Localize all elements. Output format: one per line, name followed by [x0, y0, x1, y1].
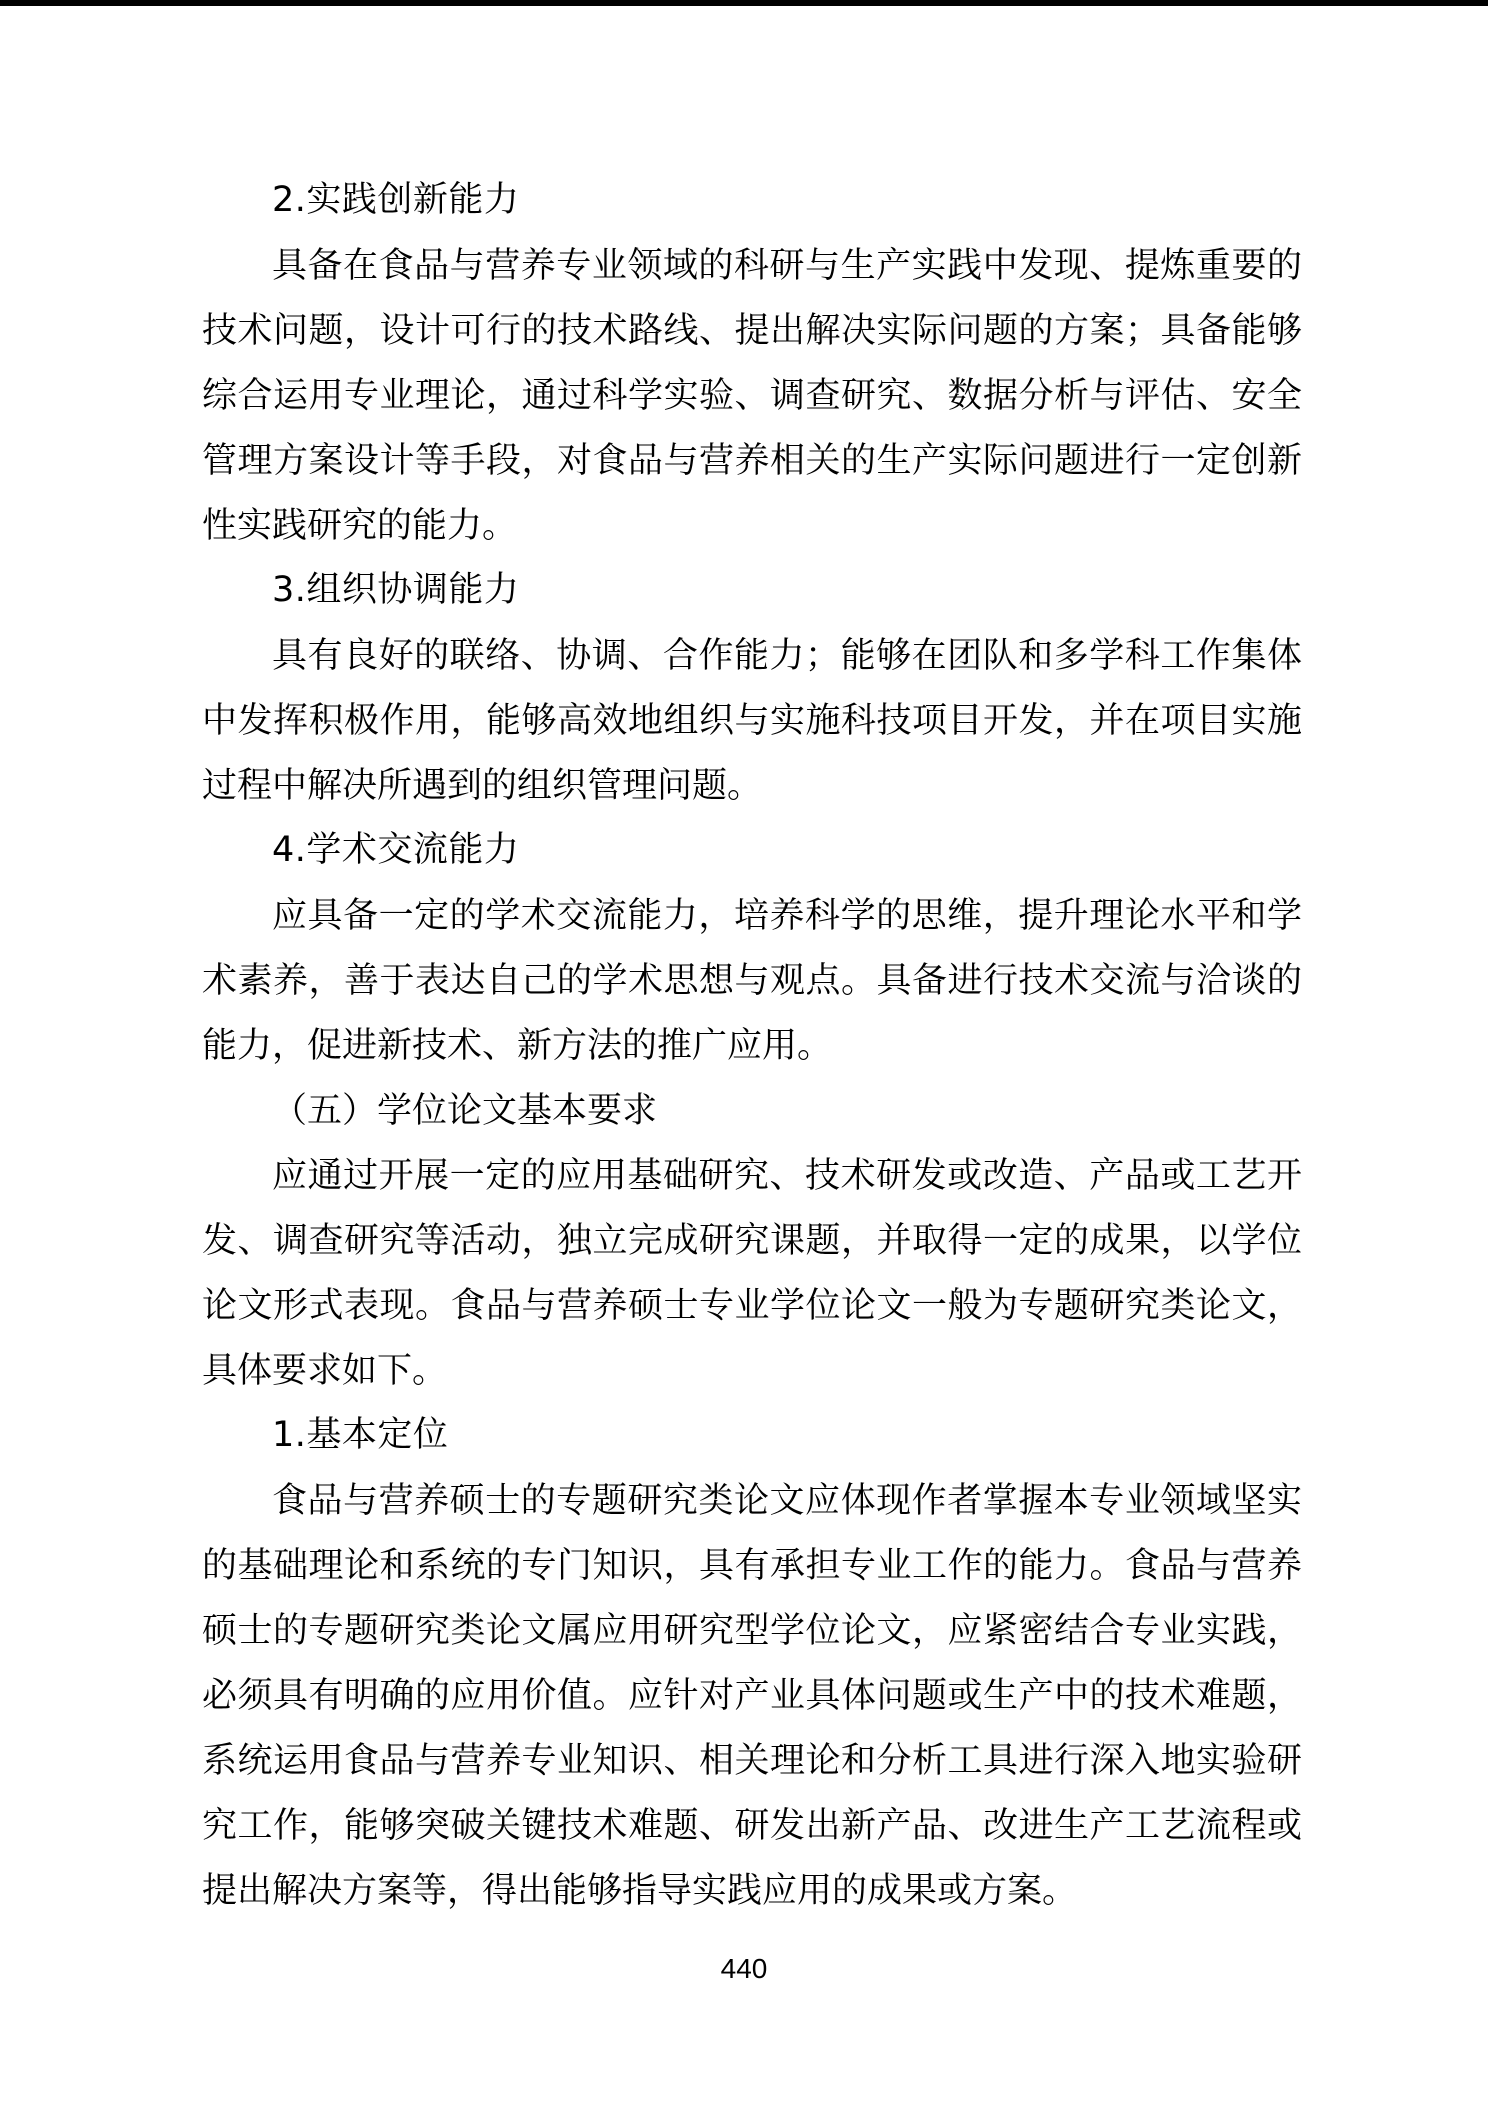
heading-2-practice-innovation: 2.实践创新能力	[272, 180, 520, 220]
para-basic-positioning: 食品与营养硕士的专题研究类论文应体现作者掌握本专业领域坚实的基础理论和系统的专门知识，具有承担专业工作的能力。食品与营养硕士的专题研究类论文属应用研究型学位论文，应紧密结合专业实践，必须具有明确的应用价值。应针对产业具体问题或生产中的技术难题，系统运用食品与营养专业知识、相关理论和分析工具进行深入地实验研究工作，能够突破关键技术难题、研发出新产品、改进生产工艺流程或提出解决方案等，得出能够指导实践应用的成果或方案。	[202, 1481, 1302, 1910]
para-practice-innovation: 具备在食品与营养专业领域的科研与生产实践中发现、提炼重要的技术问题，设计可行的技术路线、提出解决实际问题的方案；具备能够综合运用专业理论，通过科学实验、调查研究、数据分析与评估、安全管理方案设计等手段，对食品与营养相关的生产实际问题进行一定创新性实践研究的能力。	[202, 246, 1302, 545]
heading-3-organization-coordination: 3.组织协调能力	[272, 570, 520, 610]
para-academic-exchange: 应具备一定的学术交流能力，培养科学的思维，提升理论水平和学术素养，善于表达自己的学术思想与观点。具备进行技术交流与洽谈的能力，促进新技术、新方法的推广应用。	[202, 896, 1302, 1065]
para-thesis-overview: 应通过开展一定的应用基础研究、技术研发或改造、产品或工艺开发、调查研究等活动，独立完成研究课题，并取得一定的成果，以学位论文形式表现。食品与营养硕士专业学位论文一般为专题研究类论文，具体要求如下。	[202, 1156, 1302, 1390]
subheading-5-thesis-basic-requirements: （五）学位论文基本要求	[272, 1091, 658, 1130]
document-text-block	[202, 168, 1302, 1923]
page-top-border	[0, 0, 1488, 6]
page-number: 440	[720, 1953, 768, 1984]
heading-1-basic-positioning: 1.基本定位	[272, 1415, 449, 1455]
heading-4-academic-exchange: 4.学术交流能力	[272, 830, 520, 870]
para-organization-coordination: 具有良好的联络、协调、合作能力；能够在团队和多学科工作集体中发挥积极作用，能够高效地组织与实施科技项目开发，并在项目实施过程中解决所遇到的组织管理问题。	[202, 636, 1302, 805]
